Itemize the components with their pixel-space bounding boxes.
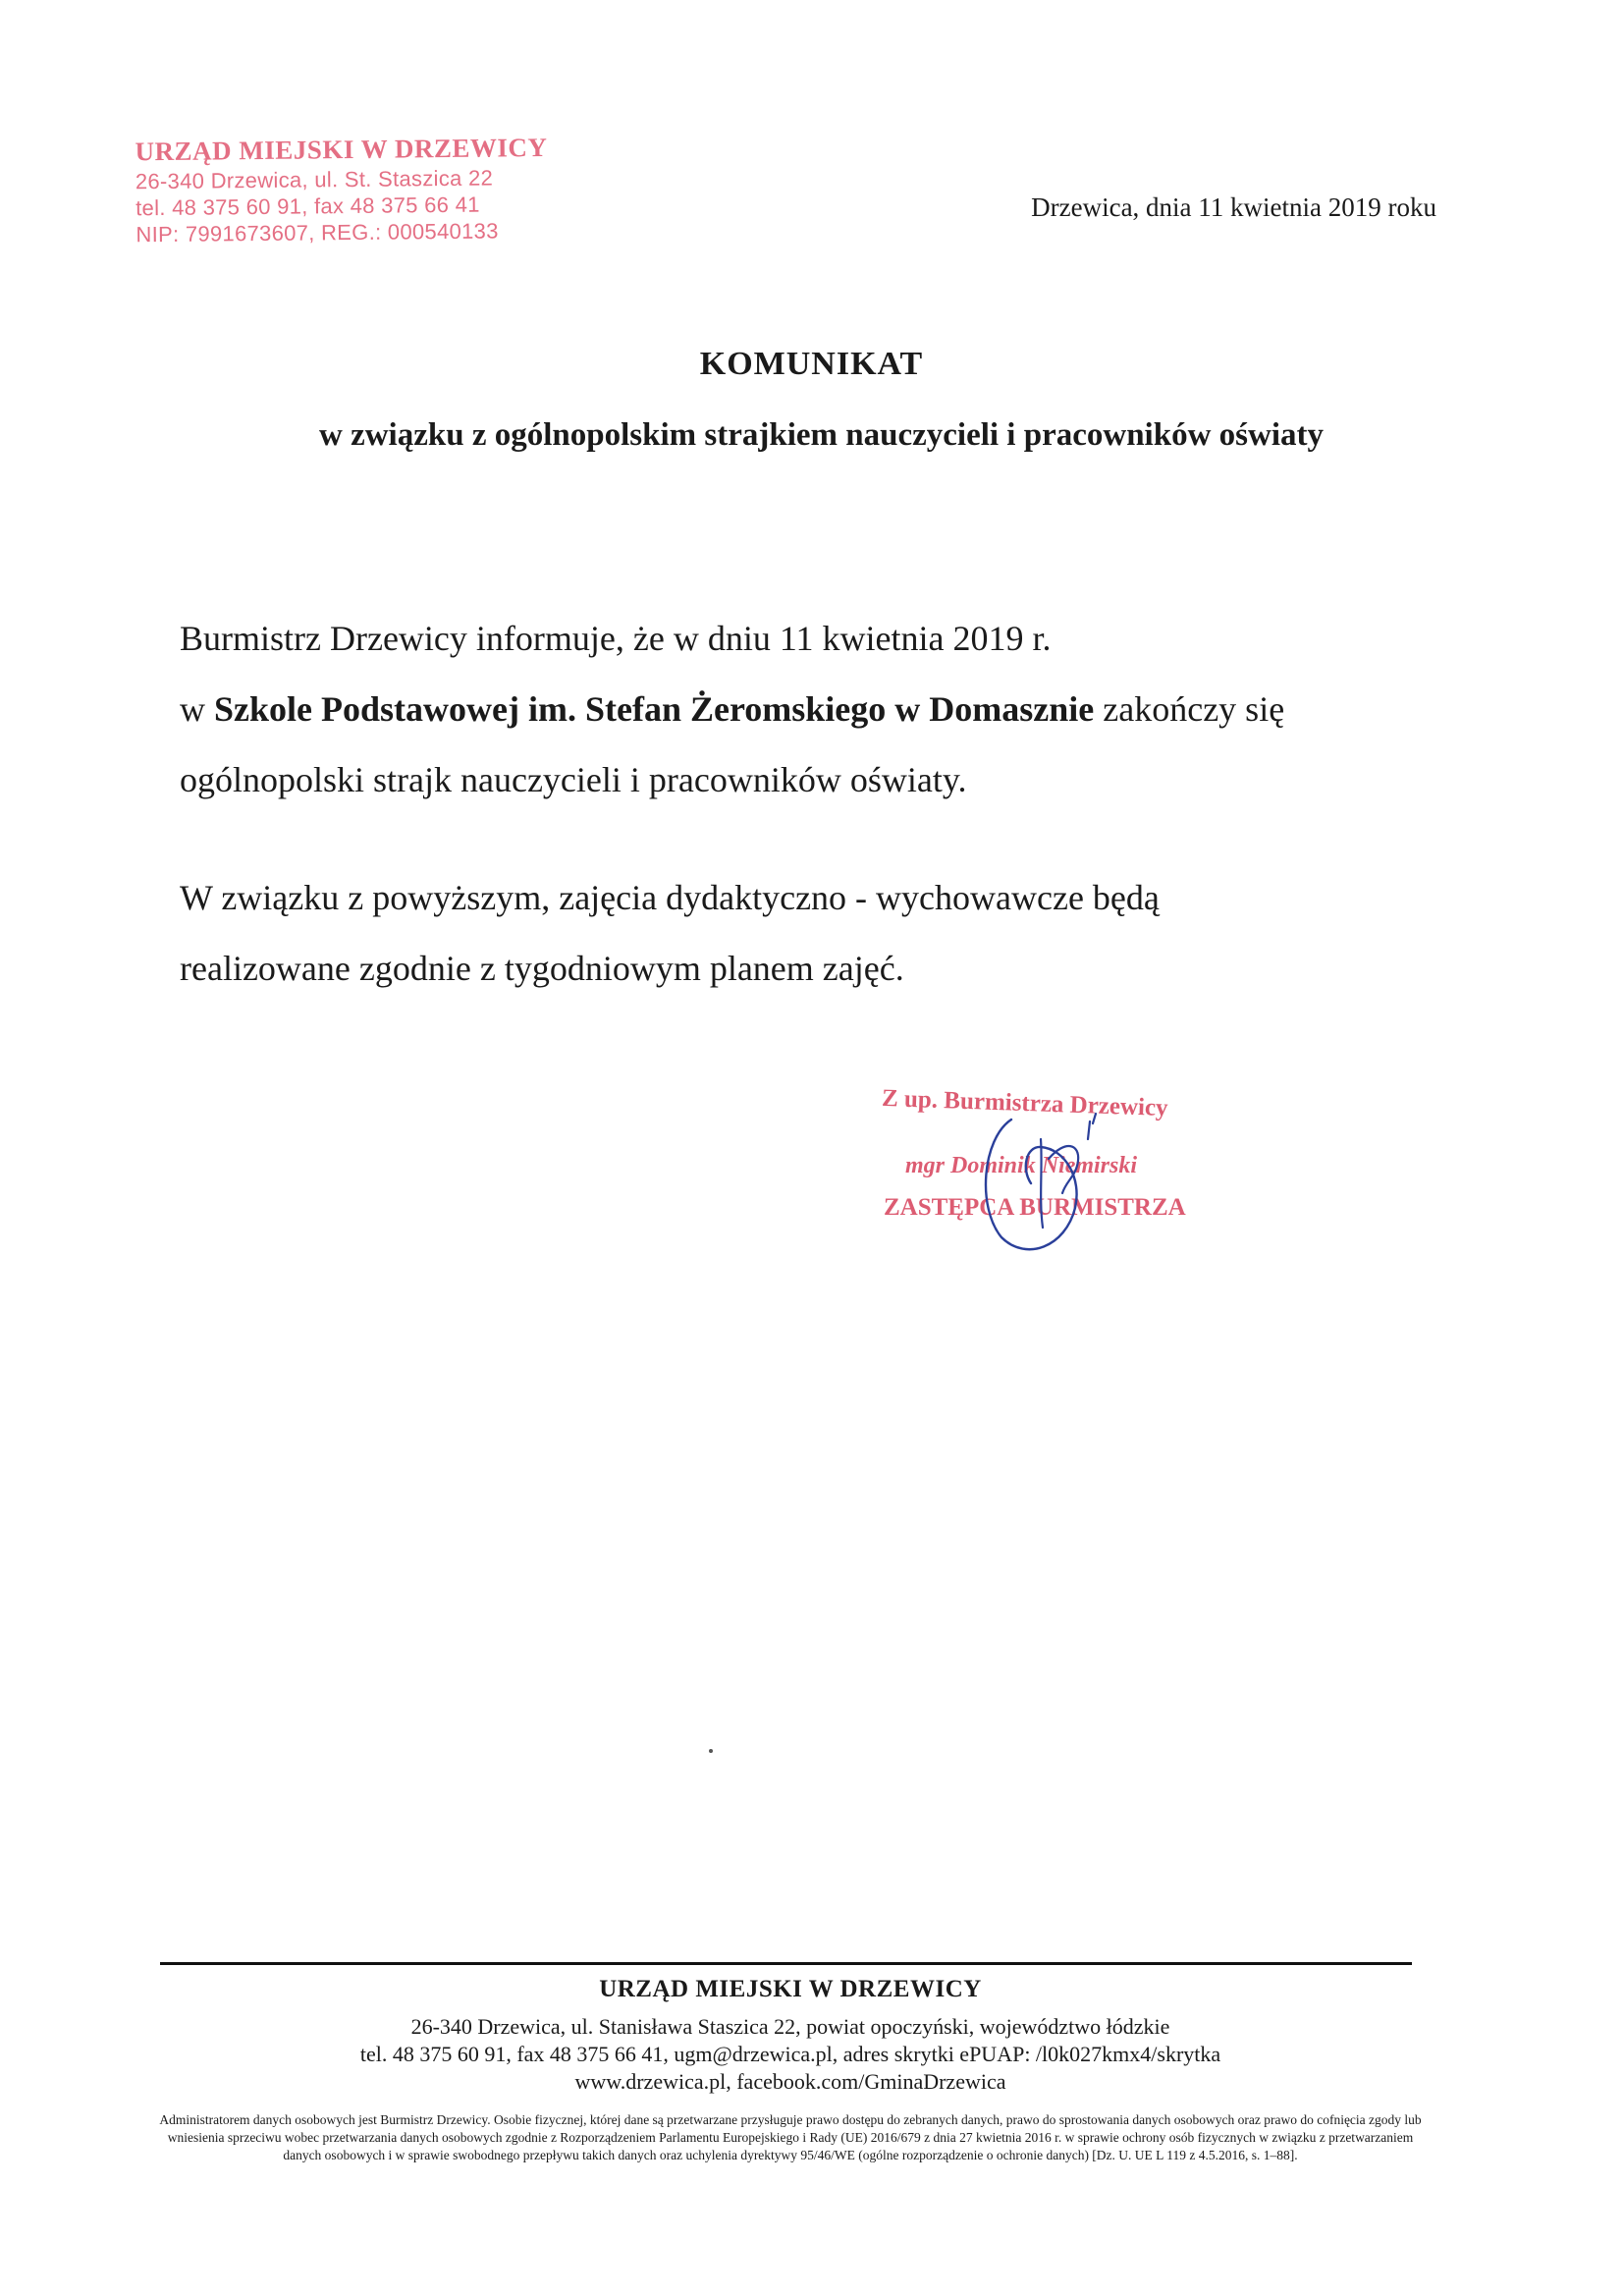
- stray-mark: [709, 1749, 713, 1753]
- paragraph-announcement: [180, 603, 1446, 815]
- paragraph1-line3: ogólnopolski strajk nauczycieli i pracowników oświaty.: [180, 760, 967, 799]
- footer-gdpr-notice: Administratorem danych osobowych jest Burmistrz Drzewicy. Osobie fizycznej, której dane są przetwarzane przysługuje prawo dostępu do zebranych danych, prawo do sprostowania danych osobowych oraz prawo do cofnięcia zgody lub wniesienia sprzeciwu wobec przetwarzania danych osobowych zgodnie z Rozporządzeniem Parlamentu Europejskiego i Rady (UE) 2016/679 z dnia 27 kwietnia 2016 r. w sprawie ochrony osób fizycznych w związku z przetwarzaniem danych osobowych i w sprawie swobodnego przepływu takich danych oraz uchylenia dyrektywy 95/46/WE (ogólne rozporządzenie o ochronie danych) [Dz. U. UE L 119 z 4.5.2016, s. 1–88].: [159, 2112, 1422, 2162]
- stamp-phone: tel. 48 375 60 91, fax 48 375 66 41: [135, 191, 480, 221]
- paragraph1-line2: [180, 674, 1446, 744]
- handwritten-signature-icon: [972, 1100, 1119, 1257]
- document-subtitle: w związku z ogólnopolskim strajkiem nauczycieli i pracowników oświaty: [319, 417, 1324, 453]
- footer-address: 26-340 Drzewica, ul. Stanisława Staszica 22, powiat opoczyński, województwo łódzkie: [410, 2014, 1170, 2039]
- office-stamp: [135, 131, 568, 248]
- signature-stamp-position: ZASTĘPCA BURMISTRZA: [884, 1194, 1186, 1221]
- stamp-ids: NIP: 7991673607, REG.: 000540133: [135, 218, 499, 247]
- paragraph1-line2-prefix: w: [180, 689, 214, 729]
- paragraph2-line2: realizowane zgodnie z tygodniowym planem zajęć.: [180, 949, 904, 988]
- document-title: KOMUNIKAT: [699, 346, 924, 382]
- footer-title: URZĄD MIEJSKI W DRZEWICY: [599, 1976, 982, 2002]
- school-name: Szkole Podstawowej im. Stefan Żeromskiego w Domasznie: [214, 689, 1095, 729]
- footer-divider: [160, 1962, 1412, 1965]
- footer-web: www.drzewica.pl, facebook.com/GminaDrzewica: [574, 2069, 1006, 2094]
- paragraph2-line1: W związku z powyższym, zajęcia dydaktyczno - wychowawcze będą: [180, 878, 1160, 917]
- stamp-title: URZĄD MIEJSKI W DRZEWICY: [135, 132, 548, 167]
- paragraph-schedule: [180, 862, 1446, 1004]
- document-date: Drzewica, dnia 11 kwietnia 2019 roku: [1031, 192, 1436, 222]
- stamp-address: 26-340 Drzewica, ul. St. Staszica 22: [135, 165, 494, 194]
- footer-contact: tel. 48 375 60 91, fax 48 375 66 41, ugm@drzewica.pl, adres skrytki ePUAP: /l0k027kmx4/skrytka: [359, 2042, 1221, 2066]
- paragraph1-line2-suffix: zakończy się: [1094, 689, 1285, 729]
- paragraph1-line1: Burmistrz Drzewicy informuje, że w dniu 11 kwietnia 2019 r.: [180, 619, 1052, 658]
- signature-stamp-name: mgr Dominik Niemirski: [905, 1153, 1138, 1178]
- signature-stamp-line1: Z up. Burmistrza Drzewicy: [881, 1084, 1169, 1122]
